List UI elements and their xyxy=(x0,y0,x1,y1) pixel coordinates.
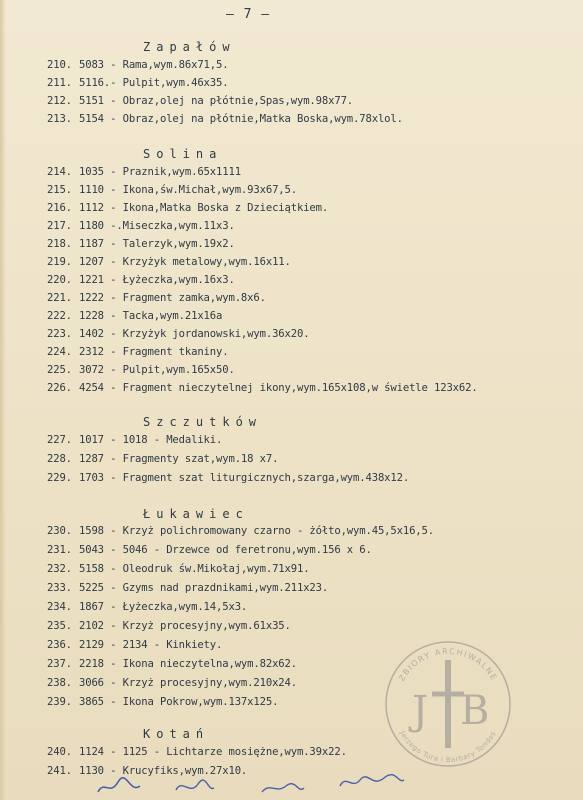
list-item xyxy=(47,238,235,250)
item-number: 213. xyxy=(47,113,72,125)
list-item xyxy=(47,544,372,556)
item-text: 1124 - 1125 - Lichtarze mosiężne,wym.39x22. xyxy=(79,746,347,758)
section-title-zapalow: Zapałów xyxy=(143,40,236,54)
item-text: 1035 - Praznik,wym.65x1111 xyxy=(79,166,241,178)
item-text: 1598 - Krzyż polichromowany czarno - żółto,wym.45,5x16,5. xyxy=(79,525,434,537)
item-number: 219. xyxy=(47,256,72,268)
item-number: 240. xyxy=(47,746,72,758)
item-text: 5158 - Oleodruk św.Mikołaj,wym.71x91. xyxy=(79,563,310,575)
item-number: 231. xyxy=(47,544,72,556)
list-item xyxy=(47,639,222,651)
item-text: 3865 - Ikona Pokrow,wym.137x125. xyxy=(79,696,279,708)
list-item xyxy=(47,166,241,178)
item-number: 216. xyxy=(47,202,72,214)
list-item xyxy=(47,620,291,632)
item-number: 217. xyxy=(47,220,72,232)
stamp-initial-j: J xyxy=(412,688,429,734)
item-text: 1402 - Krzyżyk jordanowski,wym.36x20. xyxy=(79,328,310,340)
item-number: 210. xyxy=(47,59,72,71)
list-item xyxy=(47,202,328,214)
item-number: 214. xyxy=(47,166,72,178)
list-item xyxy=(47,328,309,340)
item-text: 1112 - Ikona,Matka Boska z Dzieciątkiem. xyxy=(79,202,329,214)
list-item xyxy=(47,364,235,376)
item-text: 5043 - 5046 - Drzewce od feretronu,wym.156 x 6. xyxy=(79,544,372,556)
list-item xyxy=(47,292,266,304)
item-text: 2102 - Krzyż procesyjny,wym.61x35. xyxy=(79,620,291,632)
item-text: 2218 - Ikona nieczytelna,wym.82x62. xyxy=(79,658,297,670)
item-text: 5154 - Obraz,olej na płótnie,Matka Boska,wym.78xlol. xyxy=(79,113,403,125)
page-number: — 7 — xyxy=(226,7,271,22)
item-number: 223. xyxy=(47,328,72,340)
list-item xyxy=(47,746,347,758)
item-text: 3072 - Pulpit,wym.165x50. xyxy=(79,364,235,376)
item-number: 215. xyxy=(47,184,72,196)
list-item xyxy=(47,310,222,322)
list-item xyxy=(47,472,409,484)
item-number: 212. xyxy=(47,95,72,107)
list-item xyxy=(47,256,291,268)
item-number: 228. xyxy=(47,453,72,465)
item-number: 226. xyxy=(47,382,72,394)
handwritten-signatures xyxy=(0,770,583,800)
list-item xyxy=(47,677,297,689)
item-number: 227. xyxy=(47,434,72,446)
list-item xyxy=(47,382,478,394)
item-text: 1703 - Fragment szat liturgicznych,szarga,wym.438x12. xyxy=(79,472,410,484)
list-item xyxy=(47,582,328,594)
item-number: 234. xyxy=(47,601,72,613)
stamp-bottom-text: Jerzego Tura i Barbary Tondos xyxy=(398,729,498,765)
section-title-solina: Solina xyxy=(143,147,223,161)
item-number: 235. xyxy=(47,620,72,632)
list-item xyxy=(47,453,278,465)
item-text: 1228 - Tacka,wym.21x16a xyxy=(79,310,223,322)
item-number: 222. xyxy=(47,310,72,322)
item-text: 5225 - Gzyms nad prazdnikami,wym.211x23. xyxy=(79,582,329,594)
item-text: 1867 - Łyżeczka,wym.14,5x3. xyxy=(79,601,248,613)
page-edge-shadow xyxy=(0,0,6,800)
section-title-kotan: Kotań xyxy=(143,727,210,741)
item-text: 1110 - Ikona,św.Michał,wym.93x67,5. xyxy=(79,184,297,196)
stamp-top-text: ZBIORY ARCHIWALNE xyxy=(397,646,499,683)
item-text: 2129 - 2134 - Kinkiety. xyxy=(79,639,223,651)
list-item xyxy=(47,434,222,446)
item-number: 224. xyxy=(47,346,72,358)
list-item xyxy=(47,696,278,708)
item-number: 220. xyxy=(47,274,72,286)
section-title-lukawiec: Łukawiec xyxy=(143,507,249,521)
list-item xyxy=(47,77,228,89)
list-item xyxy=(47,346,228,358)
list-item xyxy=(47,601,247,613)
item-number: 229. xyxy=(47,472,72,484)
list-item xyxy=(47,525,434,537)
item-text: 3066 - Krzyż procesyjny,wym.210x24. xyxy=(79,677,297,689)
item-text: 1207 - Krzyżyk metalowy,wym.16x11. xyxy=(79,256,291,268)
item-text: 4254 - Fragment nieczytelnej ikony,wym.165x108,w świetle 123x62. xyxy=(79,382,478,394)
item-number: 232. xyxy=(47,563,72,575)
item-number: 230. xyxy=(47,525,72,537)
item-number: 225. xyxy=(47,364,72,376)
item-text: 2312 - Fragment tkaniny. xyxy=(79,346,229,358)
item-text: 5116.- Pulpit,wym.46x35. xyxy=(79,77,229,89)
item-text: 5151 - Obraz,olej na płótnie,Spas,wym.98x77. xyxy=(79,95,354,107)
archive-stamp-logo xyxy=(380,636,516,772)
list-item xyxy=(47,274,235,286)
section-title-szczutkow: Szczutków xyxy=(143,415,263,429)
item-text: 1180 -.Miseczka,wym.11x3. xyxy=(79,220,235,232)
item-number: 237. xyxy=(47,658,72,670)
list-item xyxy=(47,220,235,232)
list-item xyxy=(47,59,228,71)
item-text: 1130 - Krucyfiks,wym.27x10. xyxy=(79,765,248,777)
list-item xyxy=(47,95,353,107)
item-text: 1017 - 1018 - Medaliki. xyxy=(79,434,223,446)
item-text: 1287 - Fragmenty szat,wym.18 x7. xyxy=(79,453,279,465)
item-number: 221. xyxy=(47,292,72,304)
item-number: 238. xyxy=(47,677,72,689)
list-item xyxy=(47,113,403,125)
list-item xyxy=(47,563,309,575)
list-item xyxy=(47,184,297,196)
item-number: 241. xyxy=(47,765,72,777)
item-number: 218. xyxy=(47,238,72,250)
item-number: 211. xyxy=(47,77,72,89)
item-number: 239. xyxy=(47,696,72,708)
item-number: 236. xyxy=(47,639,72,651)
item-text: 1187 - Talerzyk,wym.19x2. xyxy=(79,238,235,250)
item-number: 233. xyxy=(47,582,72,594)
item-text: 5083 - Rama,wym.86x71,5. xyxy=(79,59,229,71)
list-item xyxy=(47,658,297,670)
item-text: 1221 - Łyżeczka,wym.16x3. xyxy=(79,274,235,286)
item-text: 1222 - Fragment zamka,wym.8x6. xyxy=(79,292,266,304)
stamp-initial-b: B xyxy=(460,688,490,734)
